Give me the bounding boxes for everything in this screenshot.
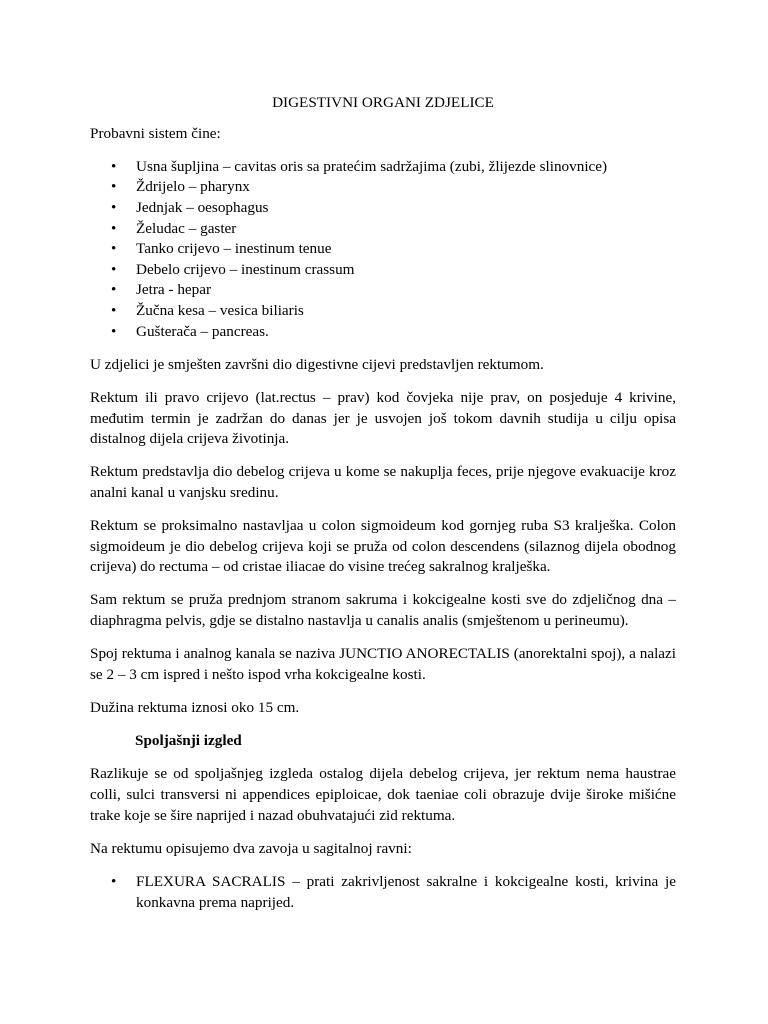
bullet-icon: • — [111, 260, 117, 278]
bullet-icon: • — [111, 219, 117, 237]
body-paragraph: Rektum se proksimalno nastavljaa u colon sigmoideum kod gornjeg ruba S3 kralješka. Colon sigmoideum je dio debelog crijeva koji se pruža od colon descendens (silaznog dijela obodnog crijeva) do rectuma – od cristae iliacae do visine trećeg sakralnog kralješka. — [90, 517, 676, 576]
list-item — [90, 219, 676, 240]
list-item-text: Gušterača – pancreas. — [136, 322, 269, 340]
list-item-text: Debelo crijevo – inestinum crassum — [136, 260, 355, 278]
list-item-text: Jednjak – oesophagus — [136, 198, 269, 216]
bullet-icon: • — [111, 178, 117, 196]
organ-list — [90, 157, 676, 342]
body-paragraph: Spoj rektuma i analnog kanala se naziva JUNCTIO ANORECTALIS (anorektalni spoj), a nalazi se 2 – 3 cm ispred i nešto ispod vrha kokcigealne kosti. — [90, 645, 676, 683]
list-item — [90, 157, 676, 178]
list-item — [90, 239, 676, 260]
body-paragraph: Dužina rektuma iznosi oko 15 cm. — [90, 699, 300, 716]
body-paragraph: Rektum predstavlja dio debelog crijeva u kome se nakuplja feces, prije njegove evakuacije kroz analni kanal u vanjsku sredinu. — [90, 463, 676, 501]
section-heading: Spoljašnji izgled — [135, 732, 242, 750]
bullet-icon: • — [111, 281, 117, 299]
list-item-text: Usna šupljina – cavitas oris sa pratećim sadržajima (zubi, žlijezde slinovnice) — [136, 157, 608, 175]
list-item — [90, 872, 676, 913]
list-item-text: Želudac – gaster — [136, 219, 237, 237]
list-item-text: FLEXURA SACRALIS – prati zakrivljenost sakralne i kokcigealne kosti, krivina je konkavna prema naprijed. — [136, 872, 676, 911]
list-item-text: Žučna kesa – vesica biliaris — [136, 301, 304, 319]
body-paragraph: Razlikuje se od spoljašnjeg izgleda ostalog dijela debelog crijeva, jer rektum nema haustrae colli, sulci transversi ni appendices epiploicae, dok taeniae coli obrazuje dvije široke mišićne trake koje se šire naprijed i nazad obuhvatajući zid rektuma. — [90, 765, 676, 824]
bullet-icon: • — [111, 322, 117, 340]
bullet-icon: • — [111, 240, 117, 258]
list-item — [90, 198, 676, 219]
list-item-text: Ždrijelo – pharynx — [136, 178, 250, 196]
list-item — [90, 301, 676, 322]
bullet-icon: • — [111, 872, 117, 890]
bullet-icon: • — [111, 157, 117, 175]
body-paragraph: U zdjelici je smješten završni dio digestivne cijevi predstavljen rektumom. — [90, 355, 544, 373]
bullet-icon: • — [111, 198, 117, 216]
list-item-text: Jetra - hepar — [136, 281, 212, 299]
list-item — [90, 280, 676, 301]
document-page — [90, 93, 676, 926]
body-paragraph: Rektum ili pravo crijevo (lat.rectus – prav) kod čovjeka nije prav, on posjeduje 4 krivine, međutim termin je zadržan do danas jer je usvojen još tokom davnih studija u cilju opisa distalnog dijela crijeva životinja. — [90, 388, 676, 448]
intro-paragraph: Probavni sistem čine: — [90, 124, 221, 142]
body-paragraph: Na rektumu opisujemo dva zavoja u sagitalnoj ravni: — [90, 839, 412, 857]
curve-list — [90, 872, 676, 913]
bullet-icon: • — [111, 301, 117, 319]
list-item — [90, 322, 676, 343]
list-item — [90, 177, 676, 198]
document-title: DIGESTIVNI ORGANI ZDJELICE — [272, 94, 494, 111]
list-item — [90, 260, 676, 281]
list-item-text: Tanko crijevo – inestinum tenue — [136, 240, 332, 258]
body-paragraph: Sam rektum se pruža prednjom stranom sakruma i kokcigealne kosti sve do zdjeličnog dna – diaphragma pelvis, gdje se distalno nastavlja u canalis analis (smještenom u perineumu). — [90, 591, 676, 630]
